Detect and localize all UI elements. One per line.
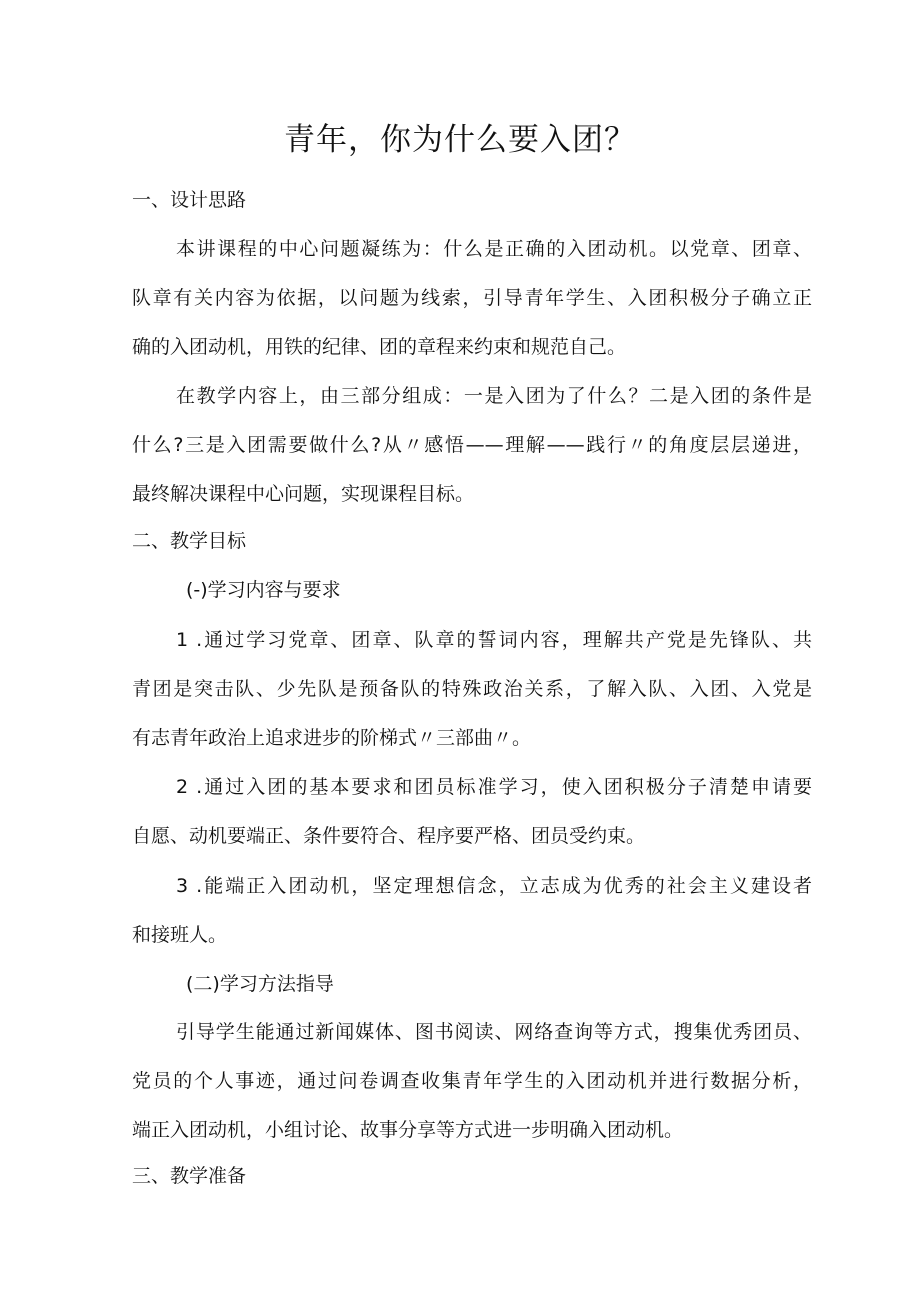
- text-line: 3 .能端正入团动机，坚定理想信念，立志成为优秀的社会主义建设者: [176, 875, 812, 897]
- section-heading-design: 一、设计思路: [132, 189, 247, 211]
- text-line: 自愿、动机要端正、条件要符合、程序要严格、团员受约束。: [132, 825, 646, 847]
- text-line: 青团是突击队、少先队是预备队的特殊政治关系，了解入队、入团、入党是: [132, 678, 812, 700]
- objective-item-2: [132, 763, 812, 861]
- document-title: 青年，你为什么要入团？: [284, 122, 636, 158]
- text-line: 什么?三是入团需要做什么?从〃感悟——理解——践行〃的角度层层递进，: [132, 434, 812, 456]
- section-heading-objectives: 二、教学目标: [132, 530, 247, 552]
- paragraph-design-1: [132, 225, 812, 372]
- text-line: 党员的个人事迹，通过问卷调查收集青年学生的入团动机并进行数据分析，: [132, 1070, 812, 1092]
- text-line: 队章有关内容为依据，以问题为线索，引导青年学生、入团积极分子确立正: [132, 287, 812, 309]
- text-line: 最终解决课程中心问题，实现课程目标。: [132, 483, 475, 505]
- section-heading-preparation: 三、教学准备: [132, 1165, 247, 1187]
- subsection-heading-content: (-)学习内容与要求: [186, 579, 341, 601]
- objective-item-3: [132, 862, 812, 960]
- paragraph-design-2: [132, 372, 812, 519]
- text-line: 端正入团动机，小组讨论、故事分享等方式进一步明确入团动机。: [132, 1119, 684, 1141]
- subsection-heading-method: (二)学习方法指导: [186, 973, 334, 995]
- text-line: 确的入团动机，用铁的纪律、团的章程来约束和规范自己。: [132, 336, 627, 358]
- text-line: 1 .通过学习党章、团章、队章的誓词内容，理解共产党是先锋队、共: [176, 629, 812, 651]
- text-line: 引导学生能通过新闻媒体、图书阅读、网络查询等方式，搜集优秀团员、: [176, 1021, 812, 1043]
- text-line: 和接班人。: [132, 924, 228, 946]
- text-line: 2 .通过入团的基本要求和团员标准学习，使入团积极分子清楚申请要: [176, 776, 812, 798]
- text-line: 有志青年政治上追求进步的阶梯式〃三部曲〃。: [132, 727, 532, 749]
- paragraph-method: [132, 1008, 812, 1155]
- objective-item-1: [132, 616, 812, 763]
- text-line: 在教学内容上，由三部分组成：一是入团为了什么？二是入团的条件是: [176, 385, 812, 407]
- text-line: 本讲课程的中心问题凝练为：什么是正确的入团动机。以党章、团章、: [176, 238, 812, 260]
